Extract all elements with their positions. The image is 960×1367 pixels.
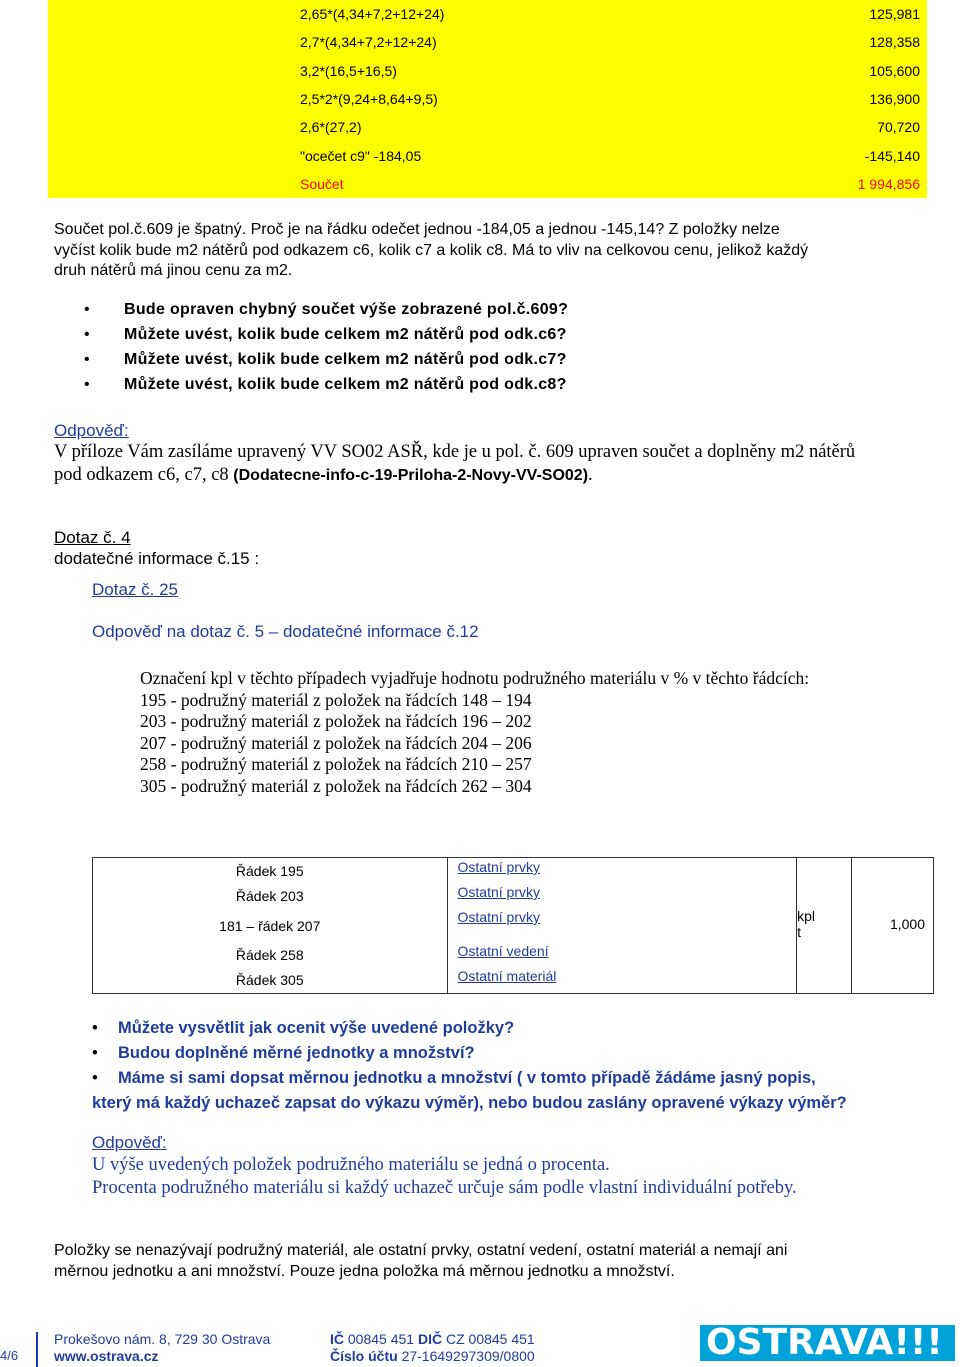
query-subtitle: dodatečné informace č.15 : [54,549,260,568]
table-row [48,142,927,170]
answer-label-2: Odpověď: [92,1133,167,1152]
formula-cell: 2,65*(4,34+7,2+12+24) [300,6,445,22]
value-cell: 136,900 [869,90,920,107]
list-item: • Můžete uvést, kolik bude celkem m2 nátěrů pod odk.c7? [84,349,568,374]
table-row [48,0,927,28]
answer-label: Odpověď: [54,421,129,440]
value-cell: 105,600 [869,62,920,79]
answer-text: V příloze Vám zasíláme upravený VV SO02 ASŘ, kde je u pol. č. 609 upraven součet a doplněny m2 nátěrů pod odkazem c6, c7, c8 (Dodatecne-info-c-19-Priloha-2-Novy-VV-SO02). [54,442,856,485]
question-paragraph: Součet pol.č.609 je špatný. Proč je na řádku odečet jednou -184,05 a jednou -145,14? Z položky nelze vyčíst kolik bude m2 nátěrů pod odkazem c6, kolik c7 a kolik c8. Má to vliv na celkovou cenu, jelikož každý druh nátěrů má jinou cenu za m2. [54,221,809,279]
list-item: • Bude opraven chybný součet výše zobrazené pol.č.609? [84,299,568,324]
value-cell: 125,981 [869,6,920,22]
list-item: • Můžete vysvětlit jak ocenit výše uvedené položky? [92,1016,847,1041]
list-item: • Budou doplněné měrné jednotky a množství? [92,1041,847,1066]
closing-paragraph: Položky se nenazývají podružný materiál, ale ostatní prvky, ostatní vedení, ostatní materiál a nemají ani měrnou jednotku a ani množství. Pouze jedna položka má měrnou jednotku a množství. [54,1242,788,1280]
list-item: • Můžete uvést, kolik bude celkem m2 nátěrů pod odk.c6? [84,324,568,349]
question-list [84,299,568,399]
computation-table [48,0,927,198]
total-value: 1 994,856 [857,175,920,192]
question-list-2 [92,1016,847,1116]
quoted-answer-image: Označení kpl v těchto případech vyjadřuje hodnotu podružného materiálu v % v těchto řádcích: 195 - podružný materiál z položek na řádcích 148 – 194 203 - podružný materiál z položek na řádcích 196 – 202 207 - podružný materiál z položek na řádcích 204 – 206 258 - podružný materiál z položek na řádcích 210 – 257 305 - podružný materiál z položek na řádcích 262 – 304 [140,668,810,796]
table-row [48,28,927,56]
table-row: Řádek 195 Řádek 203 181 – řádek 207 Řádek 258 Řádek 305 Ostatní prvky Ostatní prvky Ostatní prvky Ostatní vedení Ostatní materiál kpl t 1,000 [93,858,934,994]
query-heading: Dotaz č. 4 [54,528,131,547]
list-item: • Máme si sami dopsat měrnou jednotku a množství ( v tomto případě žádáme jasný popis, [92,1066,847,1091]
formula-cell: 2,7*(4,34+7,2+12+24) [300,34,437,51]
subquery-heading: Dotaz č. 25 [92,580,178,599]
items-table [92,857,934,994]
table-row [48,113,927,141]
page-number: 4/6 [0,1348,19,1363]
total-label: Součet [300,175,344,192]
formula-cell: 3,2*(16,5+16,5) [300,62,397,79]
footer-address: Prokešovo nám. 8, 729 30 Ostrava www.ostrava.cz [54,1331,271,1364]
list-item: • Můžete uvést, kolik bude celkem m2 nátěrů pod odk.c8? [84,374,568,399]
total-row [48,170,927,198]
formula-cell: "ocečet c9" -184,05 [300,147,422,164]
value-cell: 128,358 [869,34,920,51]
website-link[interactable]: www.ostrava.cz [54,1348,159,1364]
value-cell: 70,720 [877,119,920,136]
footer-divider [36,1332,38,1367]
footer-ids: IČ 00845 451 DIČ CZ 00845 451 Číslo účtu 27-1649297309/0800 [330,1331,535,1364]
answer-text-2: U výše uvedených položek podružného materiálu se jedná o procenta. Procenta podružného materiálu si každý uchazeč určuje sám podle vlastní individuální potřeby. [92,1155,797,1198]
table-row [48,57,927,85]
ostrava-logo: OSTRAVA!!! [700,1325,955,1361]
value-cell: -145,140 [864,147,920,164]
formula-cell: 2,6*(27,2) [300,119,362,136]
formula-cell: 2,5*2*(9,24+8,64+9,5) [300,90,438,107]
table-row [48,85,927,113]
subquery-answer-heading: Odpověď na dotaz č. 5 – dodatečné informace č.12 [92,622,479,641]
list-item-continuation: který má každý uchazeč zapsat do výkazu výměr), nebo budou zaslány opravené výkazy výměr? [92,1094,847,1112]
